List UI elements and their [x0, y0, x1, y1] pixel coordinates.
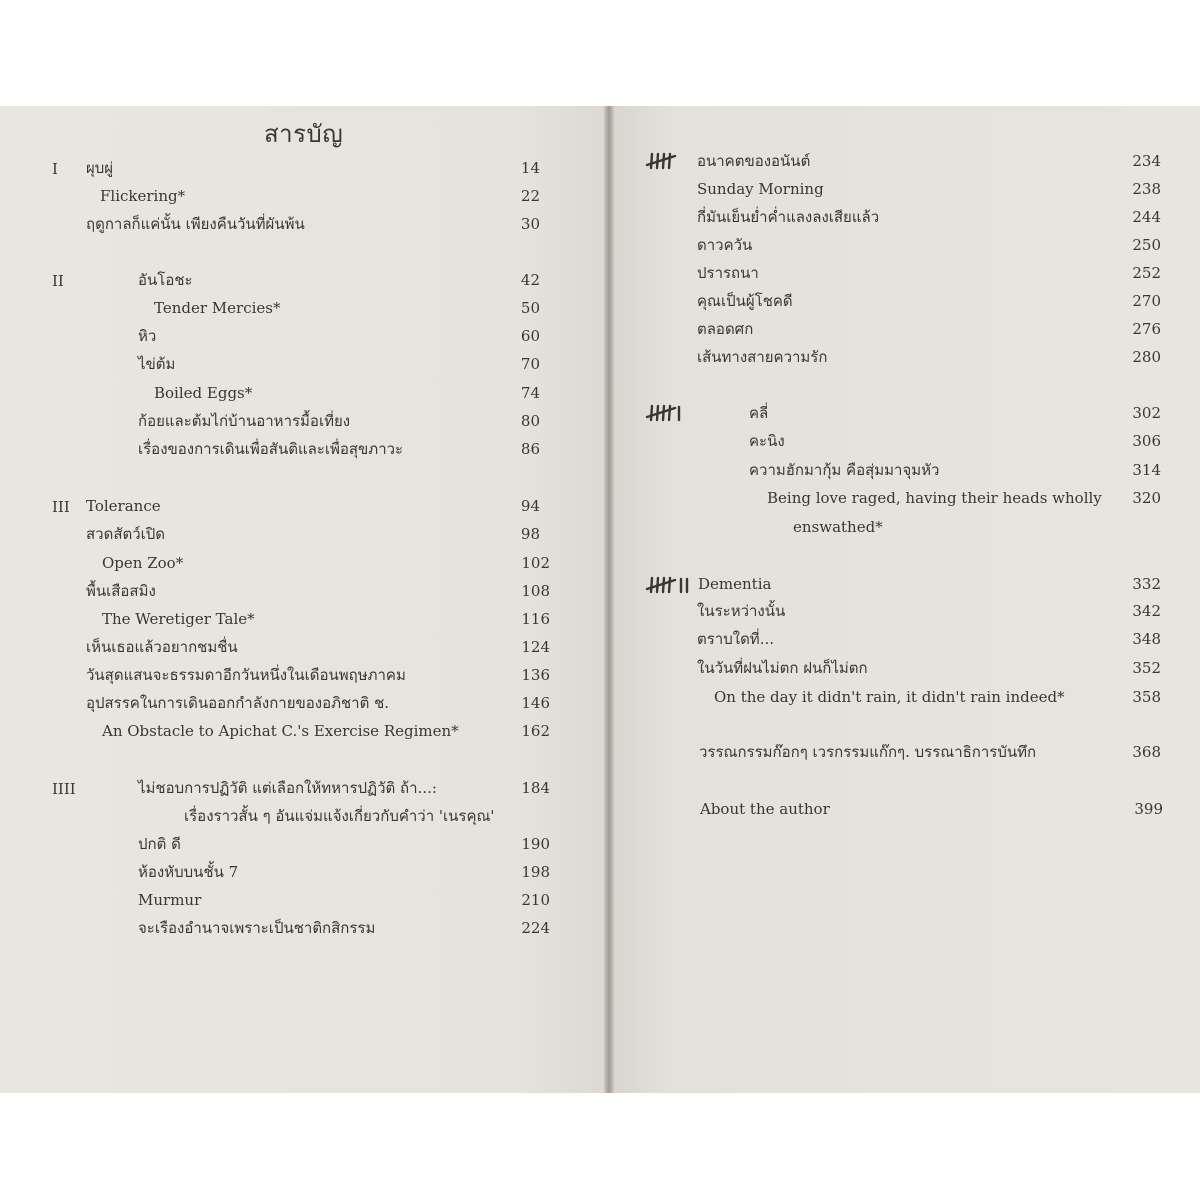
entry-page: 332 [1132, 575, 1161, 593]
entry-page: 102 [521, 554, 550, 572]
toc-entry [697, 233, 1161, 257]
toc-entry [700, 797, 1163, 821]
entry-title: Tolerance [86, 497, 161, 515]
entry-title: คุณเป็นผู้โชคดี [697, 292, 793, 310]
entry-title: Open Zoo* [102, 554, 184, 572]
toc-entry [138, 437, 540, 461]
toc-entry [86, 494, 540, 518]
toc-entry [714, 685, 1161, 709]
entry-page: 74 [520, 384, 540, 402]
toc-entry [697, 177, 1161, 201]
entry-title: เรื่องของการเดินเพื่อสันติและเพื่อสุขภาวะ [138, 440, 404, 458]
entry-title: เห็นเธอแล้วอยากชมชื่น [86, 638, 238, 656]
entry-title: กี่มันเย็นย่ำค่ำแลงลงเสียแล้ว [697, 208, 880, 226]
entry-title: Being love raged, having their heads wholly [767, 489, 1102, 507]
entry-page: 60 [520, 327, 540, 345]
toc-entry [697, 149, 1161, 173]
toc-entry [697, 627, 1161, 651]
toc-entry [697, 317, 1161, 341]
toc-entry [154, 296, 540, 320]
entry-page: 22 [520, 187, 540, 205]
toc-title: สารบัญ [264, 120, 344, 148]
entry-title: About the author [700, 800, 830, 818]
toc-entry [749, 429, 1161, 453]
section-numeral: I [52, 160, 58, 178]
entry-title: ไม่ชอบการปฏิวัติ แต่เลือกให้ทหารปฏิวัติ ถ้า...: [138, 779, 437, 797]
toc-entry [86, 156, 540, 180]
entry-page: 124 [521, 638, 550, 656]
entry-page: 70 [520, 355, 540, 373]
entry-page: 348 [1132, 630, 1161, 648]
entry-title: ความฮักมากุ้ม คือสุ่มมาจุมหัว [749, 461, 940, 479]
entry-page: 342 [1132, 602, 1161, 620]
entry-page: 314 [1132, 461, 1161, 479]
entry-page: 234 [1132, 152, 1161, 170]
toc-entry [749, 401, 1161, 425]
entry-page: 306 [1132, 432, 1161, 450]
entry-page: 184 [521, 779, 550, 797]
toc-entry [138, 268, 540, 292]
entry-title: Sunday Morning [697, 180, 824, 198]
section-numeral: IIII [52, 780, 76, 798]
tally-five-icon [644, 151, 678, 171]
toc-entry [154, 381, 540, 405]
toc-entry [86, 691, 550, 715]
entry-title: ห้องหับบนชั้น 7 [138, 863, 239, 881]
tally-six-icon [644, 403, 684, 423]
toc-entry [138, 888, 550, 912]
toc-entry [749, 458, 1161, 482]
entry-page: 358 [1132, 688, 1161, 706]
entry-title: ก้อยและต้มไก่บ้านอาหารมื้อเที่ยง [138, 412, 351, 430]
entry-page: 198 [521, 863, 550, 881]
entry-page: 399 [1134, 800, 1163, 818]
entry-title: An Obstacle to Apichat C.'s Exercise Regimen* [102, 722, 459, 740]
entry-title: เส้นทางสายความรัก [697, 348, 828, 366]
entry-title: ฤดูกาลก็แค่นั้น เพียงคืนวันที่ผันพ้น [86, 215, 305, 233]
entry-page: 116 [521, 610, 550, 628]
entry-title: สวดสัตว์เปิด [86, 525, 166, 543]
toc-entry [138, 409, 540, 433]
entry-page: 352 [1132, 659, 1161, 677]
entry-title: ปกติ ดี [138, 835, 181, 853]
toc-entry [100, 184, 540, 208]
entry-page: 302 [1132, 404, 1161, 422]
entry-title: จะเรืองอำนาจเพราะเป็นชาติกสิกรรม [138, 919, 376, 937]
entry-title: ปรารถนา [697, 264, 759, 282]
entry-title: ไข่ต้ม [138, 355, 176, 373]
toc-entry [86, 663, 550, 687]
entry-title: ตราบใดที่... [697, 630, 774, 648]
entry-title: อุปสรรคในการเดินออกกำลังกายของอภิชาติ ช. [86, 694, 390, 712]
entry-page: 136 [521, 666, 550, 684]
toc-entry [698, 572, 1161, 596]
toc-entry [102, 551, 550, 575]
entry-title: ผุบผู่ [86, 159, 114, 177]
entry-page: 320 [1132, 489, 1161, 507]
toc-entry [793, 515, 1161, 539]
entry-title: ดาวควัน [697, 236, 753, 254]
toc-entry [697, 599, 1161, 623]
entry-title: วันสุดแสนจะธรรมดาอีกวันหนึ่งในเดือนพฤษภาคม [86, 666, 406, 684]
toc-entry [184, 804, 550, 828]
entry-title: พื้นเสือสมิง [86, 582, 156, 600]
entry-page: 238 [1132, 180, 1161, 198]
entry-title: วรรณกรรมก๊อกๆ เวรกรรมแก๊กๆ. บรรณาธิการบันทึก [699, 743, 1037, 761]
entry-title: Tender Mercies* [154, 299, 281, 317]
toc-entry [102, 607, 550, 631]
entry-page: 276 [1132, 320, 1161, 338]
entry-page: 162 [521, 722, 550, 740]
entry-title: The Weretiger Tale* [102, 610, 255, 628]
entry-page: 250 [1132, 236, 1161, 254]
toc-entry [102, 719, 550, 743]
entry-title: enswathed* [793, 518, 883, 536]
entry-title: อันโอชะ [138, 271, 193, 289]
toc-entry [138, 860, 550, 884]
entry-title: เรื่องราวสั้น ๆ อันแจ่มแจ้งเกี่ยวกับคำว่า 'เนรคุณ' [184, 807, 495, 825]
entry-title: หิว [138, 327, 157, 345]
toc-entry [138, 352, 540, 376]
toc-entry [86, 579, 550, 603]
entry-title: ในระหว่างนั้น [697, 602, 786, 620]
entry-title: คลี่ [749, 404, 769, 422]
entry-page: 190 [521, 835, 550, 853]
entry-title: Dementia [698, 575, 772, 593]
entry-page: 14 [520, 159, 540, 177]
entry-title: Boiled Eggs* [154, 384, 253, 402]
toc-entry [86, 635, 550, 659]
entry-page: 94 [520, 497, 540, 515]
entry-title: คะนิง [749, 432, 785, 450]
entry-page: 50 [520, 299, 540, 317]
entry-title: ตลอดศก [697, 320, 754, 338]
entry-page: 146 [521, 694, 550, 712]
toc-entry [697, 205, 1161, 229]
entry-page: 368 [1132, 743, 1161, 761]
section-numeral: III [52, 498, 70, 516]
toc-entry [138, 916, 550, 940]
entry-page: 244 [1132, 208, 1161, 226]
toc-entry [697, 656, 1161, 680]
entry-title: อนาคตของอนันต์ [697, 152, 811, 170]
toc-entry [697, 289, 1161, 313]
entry-page: 280 [1132, 348, 1161, 366]
section-numeral: II [52, 272, 64, 290]
toc-entry [697, 345, 1161, 369]
toc-entry [138, 832, 550, 856]
toc-entry [86, 212, 540, 236]
entry-page: 224 [521, 919, 550, 937]
entry-page: 42 [520, 271, 540, 289]
toc-entry [86, 522, 540, 546]
toc-entry [767, 486, 1161, 510]
entry-page: 108 [521, 582, 550, 600]
entry-page: 270 [1132, 292, 1161, 310]
toc-entry [138, 776, 550, 800]
entry-title: Flickering* [100, 187, 186, 205]
toc-entry [699, 740, 1161, 764]
toc-entry [138, 324, 540, 348]
entry-page: 210 [521, 891, 550, 909]
entry-page: 80 [520, 412, 540, 430]
entry-title: On the day it didn't rain, it didn't rain indeed* [714, 688, 1065, 706]
toc-entry [697, 261, 1161, 285]
entry-title: Murmur [138, 891, 202, 909]
entry-page: 86 [520, 440, 540, 458]
entry-page: 98 [520, 525, 540, 543]
book-gutter [604, 106, 614, 1093]
entry-page: 30 [520, 215, 540, 233]
tally-seven-icon [644, 575, 692, 595]
entry-title: ในวันที่ฝนไม่ตก ฝนก็ไม่ตก [697, 659, 868, 677]
entry-page: 252 [1132, 264, 1161, 282]
